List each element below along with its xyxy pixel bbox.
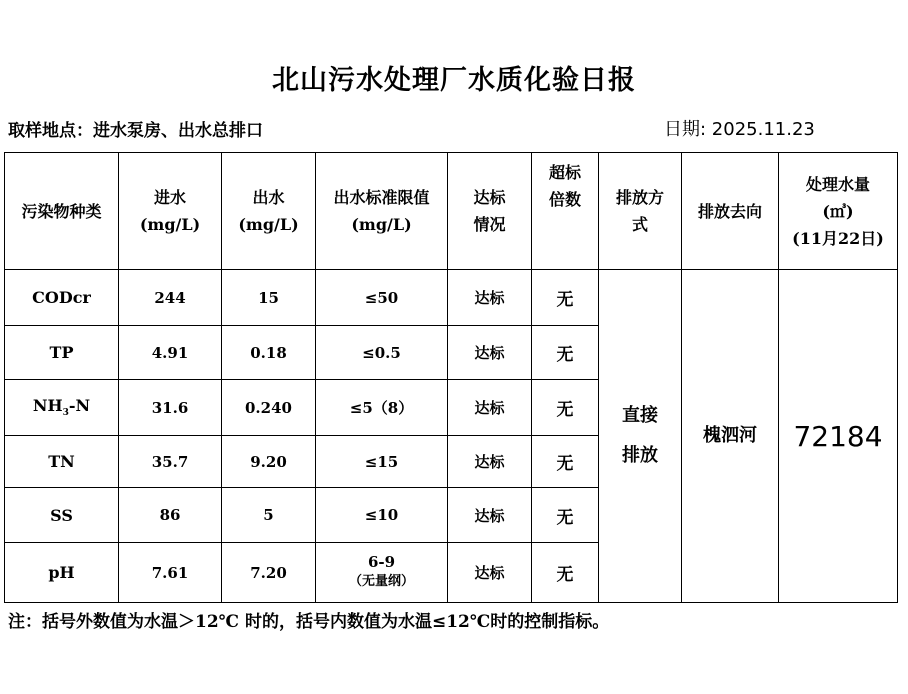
influent-cell: 7.61 (119, 543, 222, 603)
pollutant-cell: TN (5, 436, 119, 488)
influent-cell: 4.91 (119, 326, 222, 380)
status-cell: 达标 (448, 326, 532, 380)
limit-cell: ≤50 (316, 270, 448, 326)
limit-cell: 6-9 （无量纲） (316, 543, 448, 603)
footnote: 注：括号外数值为水温＞12℃ 时的，括号内数值为水温≤12℃时的控制指标。 (8, 612, 610, 632)
effluent-cell: 0.18 (222, 326, 316, 380)
discharge-method-cell: 直接 排放 (599, 270, 682, 603)
effluent-cell: 5 (222, 488, 316, 543)
header-effluent: 出水 (mg/L) (222, 153, 316, 270)
header-limit: 出水标准限值 (mg/L) (316, 153, 448, 270)
effluent-cell: 9.20 (222, 436, 316, 488)
report-date: 日期: 2025.11.23 (664, 119, 815, 140)
discharge-destination-cell: 槐泗河 (682, 270, 779, 603)
header-destination: 排放去向 (682, 153, 779, 270)
pollutant-cell: CODcr (5, 270, 119, 326)
pollutant-cell: pH (5, 543, 119, 603)
limit-cell: ≤15 (316, 436, 448, 488)
pollutant-cell: TP (5, 326, 119, 380)
exceed-cell: 无 (532, 543, 599, 603)
influent-cell: 86 (119, 488, 222, 543)
header-exceed: 超标 倍数 (532, 153, 599, 270)
status-cell: 达标 (448, 543, 532, 603)
header-influent: 进水 (mg/L) (119, 153, 222, 270)
exceed-cell: 无 (532, 380, 599, 436)
pollutant-cell: $NH_3-N$ (5, 380, 119, 436)
influent-cell: 244 (119, 270, 222, 326)
influent-cell: 35.7 (119, 436, 222, 488)
exceed-cell: 无 (532, 326, 599, 380)
effluent-cell: 0.240 (222, 380, 316, 436)
header-pollutant: 污染物种类 (5, 153, 119, 270)
effluent-cell: 7.20 (222, 543, 316, 603)
exceed-cell: 无 (532, 436, 599, 488)
sampling-location: 取样地点：进水泵房、出水总排口 (8, 121, 263, 141)
influent-cell: 31.6 (119, 380, 222, 436)
limit-cell: ≤5（8） (316, 380, 448, 436)
limit-cell: ≤10 (316, 488, 448, 543)
water-quality-table (4, 152, 898, 603)
status-cell: 达标 (448, 380, 532, 436)
exceed-cell: 无 (532, 488, 599, 543)
pollutant-cell: SS (5, 488, 119, 543)
header-method: 排放方 式 (599, 153, 682, 270)
report-title: 北山污水处理厂水质化验日报 (272, 65, 636, 96)
header-row (5, 153, 898, 270)
treated-volume-cell: 72184 (779, 270, 898, 603)
table-row (5, 270, 898, 326)
status-cell: 达标 (448, 270, 532, 326)
header-status: 达标 情况 (448, 153, 532, 270)
status-cell: 达标 (448, 488, 532, 543)
effluent-cell: 15 (222, 270, 316, 326)
exceed-cell: 无 (532, 270, 599, 326)
header-volume: 处理水量 (㎥) (11月22日) (779, 153, 898, 270)
limit-cell: ≤0.5 (316, 326, 448, 380)
status-cell: 达标 (448, 436, 532, 488)
